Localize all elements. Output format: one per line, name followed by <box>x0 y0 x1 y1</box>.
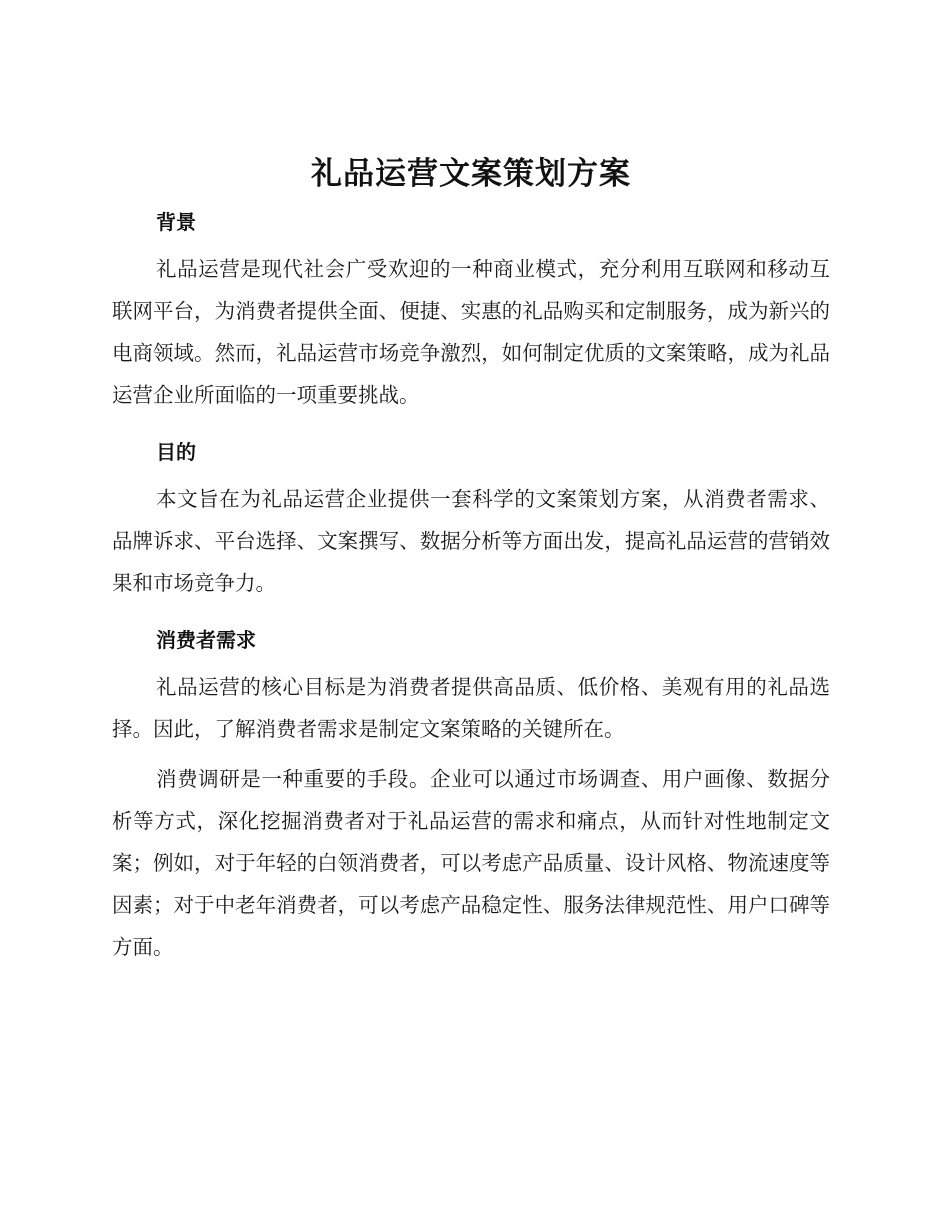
paragraph-purpose: 本文旨在为礼品运营企业提供一套科学的文案策划方案，从消费者需求、品牌诉求、平台选择、文案撰写、数据分析等方面出发，提高礼品运营的营销效果和市场竞争力。 <box>112 487 830 595</box>
section-heading-background: 背景 <box>156 210 196 234</box>
section-consumer-needs <box>112 624 830 968</box>
document-body <box>112 146 830 968</box>
paragraph-background: 礼品运营是现代社会广受欢迎的一种商业模式，充分利用互联网和移动互联网平台，为消费者提供全面、便捷、实惠的礼品购买和定制服务，成为新兴的电商领域。然而，礼品运营市场竞争激烈，如何制定优质的文案策略，成为礼品运营企业所面临的一项重要挑战。 <box>112 257 830 407</box>
section-background <box>112 206 830 416</box>
paragraph-consumer-research: 消费调研是一种重要的手段。企业可以通过市场调查、用户画像、数据分析等方式，深化挖掘消费者对于礼品运营的需求和痛点，从而针对性地制定文案；例如，对于年轻的白领消费者，可以考虑产品质量、设计风格、物流速度等因素；对于中老年消费者，可以考虑产品稳定性、服务法律规范性、用户口碑等方面。 <box>112 767 830 959</box>
section-heading-purpose: 目的 <box>156 440 196 464</box>
section-purpose <box>112 436 830 604</box>
paragraph-consumer-needs-core: 礼品运营的核心目标是为消费者提供高品质、低价格、美观有用的礼品选择。因此，了解消费者需求是制定文案策略的关键所在。 <box>112 675 830 741</box>
document-title: 礼品运营文案策划方案 <box>311 156 631 192</box>
section-heading-consumer-needs: 消费者需求 <box>156 628 256 652</box>
